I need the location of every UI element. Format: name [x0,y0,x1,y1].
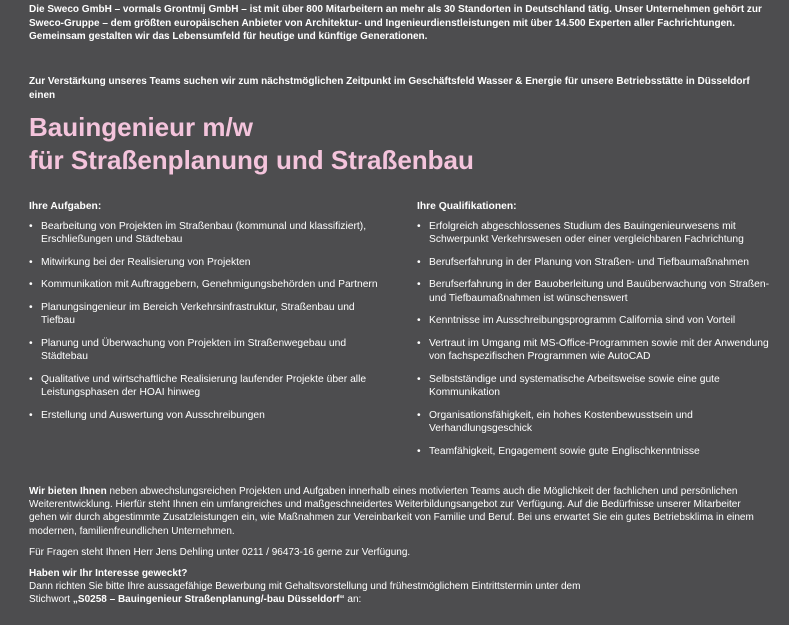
company-intro [29,3,769,44]
qualification-item: • Organisationsfähigkeit, ein hohes Kostenbewusstsein und Verhandlungsgeschick [417,409,772,436]
recruiting-intro [29,65,769,112]
application-keyword: „S0258 – Bauingenieur Straßenplanung/-bau Düsseldorf“ [72,594,345,606]
qualifications-list [417,220,772,459]
apply-text: Dann richten Sie bitte Ihre aussagefähige Bewerbung mit Gehaltsvorstellung und frühestmöglichem Eintrittstermin unter dem [29,581,581,593]
qualification-item: • Selbstständige und systematische Arbeitsweise sowie eine gute Kommunikation [417,373,772,400]
qualifications-heading: Ihre Qualifikationen: [417,201,517,212]
task-item: • Mitwirkung bei der Realisierung von Projekten [29,256,379,270]
task-item: • Kommunikation mit Auftraggebern, Genehmigungsbehörden und Partnern [29,278,379,292]
task-item: • Planungsingenieur im Bereich Verkehrsinfrastruktur, Straßenbau und Tiefbau [29,301,379,328]
offer-lead: Wir bieten Ihnen [29,486,107,497]
tasks-list [29,220,379,423]
task-item: • Erstellung und Auswertung von Ausschreibungen [29,409,379,423]
interest-heading: Haben wir Ihr Interesse geweckt? [29,568,188,580]
offer-text: neben abwechslungsreichen Projekten und Aufgaben innerhalb eines motivierten Teams auch die Möglichkeit der fachlichen und persönlichen Weiterentwicklung. Hierfür steht Ihnen ein umfangreiches und maßgeschneidertes Weiterbildungsangebot zur Verfügung. Auf die Bedürfnisse unserer Mitarbeiter gehen wir durch abgestimmte Zusatzleistungen ein, wie Maßnahmen zur Vereinbarkeit von Familie und Beruf. Bei uns erwartet Sie ein gutes Betriebsklima in einem modernen, familienfreundlichen Unternehmen. [29,486,754,537]
qualifications-section [417,200,772,467]
task-item: • Planung und Überwachung von Projekten im Straßenwegebau und Städtebau [29,337,379,364]
job-title [29,111,769,177]
keyword-prefix: Stichwort [29,594,73,606]
qualification-item: • Berufserfahrung in der Bauoberleitung und Bauüberwachung von Straßen- und Tiefbaumaßnahmen ist wünschenswert [417,278,772,305]
contact-line: Für Fragen steht Ihnen Herr Jens Dehling unter 0211 / 96473-16 gerne zur Verfügung. [29,546,411,558]
qualification-item: • Kenntnisse im Ausschreibungsprogramm California sind von Vorteil [417,314,772,328]
recruiting-intro-text: Zur Verstärkung unseres Teams suchen wir zum nächstmöglichen Zeitpunkt im Geschäftsfeld Wasser & Energie für unsere Betriebsstätte in Düsseldorf einen [29,76,750,101]
company-intro-text: Die Sweco GmbH – vormals Grontmij GmbH – ist mit über 800 Mitarbeitern an mehr als 30 Standorten in Deutschland tätig. Unser Unternehmen gehört zur Sweco-Gruppe – dem größten europäischen Anbieter von Architektur- und Ingenieurdienstleistungen mit über 14.500 Experten aller Fachrichtungen. Gemeinsam gestalten wir das Lebensumfeld für heutige und künftige Generationen. [29,4,762,42]
qualification-item: • Vertraut im Umgang mit MS-Office-Programmen sowie mit der Anwendung von fachspezifischen Programmen wie AutoCAD [417,337,772,364]
task-item: • Qualitative und wirtschaftliche Realisierung laufender Projekte über alle Leistungsphasen der HOAI hinweg [29,373,379,400]
job-title-line-1: Bauingenieur m/w [29,112,253,142]
job-title-line-2: für Straßenplanung und Straßenbau [29,145,474,175]
apply-paragraph [29,567,769,607]
offer-section [29,485,769,615]
task-item: • Bearbeitung von Projekten im Straßenbau (kommunal und klassifiziert), Erschließungen und Städtebau [29,220,379,247]
qualification-item: • Berufserfahrung in der Planung von Straßen- und Tiefbaumaßnahmen [417,256,772,270]
tasks-heading: Ihre Aufgaben: [29,201,102,212]
tasks-section [29,200,379,431]
keyword-suffix: an: [344,594,362,606]
qualification-item: • Erfolgreich abgeschlossenes Studium des Bauingenieurwesens mit Schwerpunkt Verkehrswesen oder einer vergleichbaren Fachrichtung [417,220,772,247]
offer-paragraph [29,485,769,538]
qualification-item: • Teamfähigkeit, Engagement sowie gute Englischkenntnisse [417,445,772,459]
